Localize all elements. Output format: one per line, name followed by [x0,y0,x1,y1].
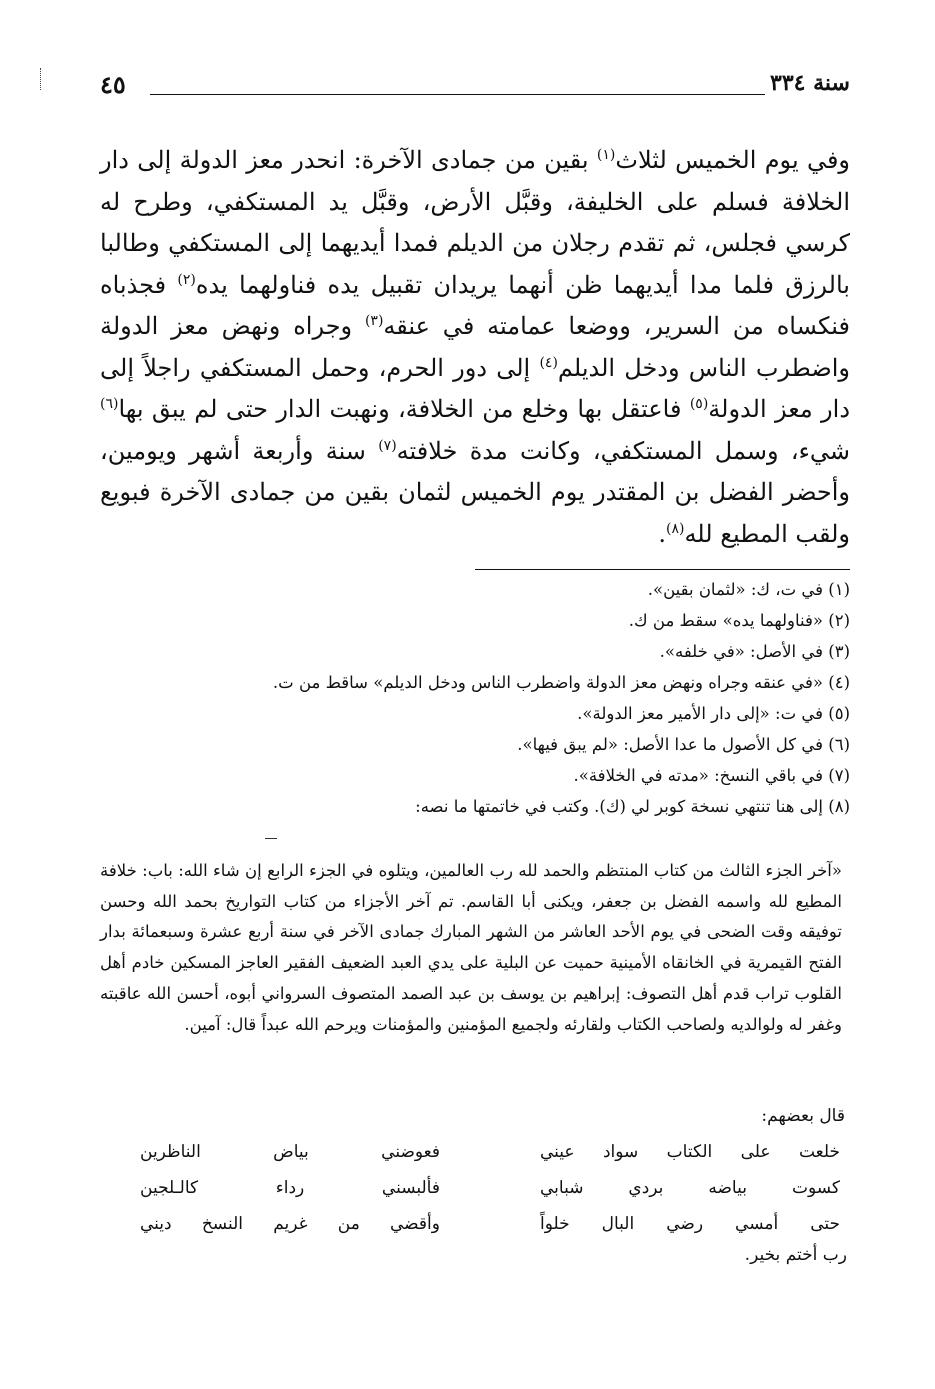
poem-first-hemistich: كسوت بياضه بردي شبابي [540,1178,840,1198]
header-rule [150,94,765,95]
poem-outro: رب أختم بخير. [744,1245,847,1265]
poem-first-hemistich: خلعت على الكتاب سواد عيني [540,1142,840,1162]
page-number: ٤٥ [100,70,126,99]
footnote-6: (٦) في كل الأصول ما عدا الأصل: «لم يبق فيها». [517,735,850,754]
footnote-2: (٢) «فناولهما يده» سقط من ك. [628,611,850,630]
footnote-4: (٤) «في عنقه وجراه ونهض معز الدولة واضطرب الناس ودخل الديلم» ساقط من ت. [272,673,850,692]
poem-second-hemistich: فعوضني بياض الناظرين [140,1142,440,1162]
poem-second-hemistich: فألبسني رداء كالـلجين [140,1178,440,1198]
scan-edge-mark [40,68,43,90]
footnotes [100,574,850,822]
main-text [100,140,850,555]
poem-verse [140,1206,840,1242]
poem-verse [140,1170,840,1206]
poem-verse [140,1134,840,1170]
footnote-5: (٥) في ت: «إلى دار الأمير معز الدولة». [577,704,850,723]
poem [140,1134,840,1242]
footnote-8: (٨) إلى هنا تنتهي نسخة كوبر لي (ك). وكتب في خاتمتها ما نصه: [415,797,850,816]
footnote-1: (١) في ت، ك: «لثمان بقين». [647,580,850,599]
colophon-quote [100,856,842,1040]
footnote-7: (٧) في باقي النسخ: «مدته في الخلافة». [573,766,850,785]
poem-second-hemistich: وأقضي من غريم النسخ ديني [140,1214,440,1234]
header-year: سنة ٣٣٤ [770,70,850,96]
running-header [100,70,850,110]
footnote-dash-mark [265,838,277,839]
main-paragraph: وفي يوم الخميس لثلاث$^{(١)}$ بقين من جمادى الآخرة: انحدر معز الدولة إلى دار الخلافة فسلم على الخليفة، وقبَّل الأرض، وقبَّل يد المستكفي، وطرح له كرسي فجلس، ثم تقدم رجلان من الديلم فمدا أيديهما إلى المستكفي وطالبا بالرزق فلما مدا أيديهما ظن أنهما يريدان تقبيل يده فناولهما يده$^{(٢)}$ فجذباه فنكساه من السرير، ووضعا عمامته في عنقه$^{(٣)}$ وجراه ونهض معز الدولة واضطرب الناس ودخل الديلم$^{(٤)}$ إلى دور الحرم، وحمل المستكفي راجلاً إلى دار معز الدولة$^{(٥)}$ فاعتقل بها وخلع من الخلافة، ونهبت الدار حتى لم يبق بها$^{(٦)}$ شيء، وسمل المستكفي، وكانت مدة خلافته$^{(٧)}$ سنة وأربعة أشهر ويومين، وأحضر الفضل بن المقتدر يوم الخميس لثمان بقين من جمادى الآخرة فبويع ولقب المطيع لله$^{(٨)}$. [100,146,851,548]
poem-intro: قال بعضهم: [761,1106,845,1126]
poem-first-hemistich: حتى أمسي رضي البال خلواً [540,1214,840,1234]
colophon-text: «آخر الجزء الثالث من كتاب المنتظم والحمد لله رب العالمين، ويتلوه في الجزء الرابع إن شاء الله: باب: خلافة المطيع لله واسمه الفضل بن جعفر، ويكنى أبا القاسم. تم آخر الأجزاء من كتاب التواريخ بحمد الله وحسن توفيقه وقت الضحى في يوم الأحد العاشر من الشهر المبارك جمادى الآخر في سنة أربع عشرة وسبعمائة بدار الفتح القيمرية في الخانقاه الأمينية حميت عن البلية على يدي العبد الضعيف الفقير العاجز المسكين خادم أهل القلوب تراب قدم أهل التصوف: إبراهيم بن يوسف بن عبد الصمد المتصوف السرواني أبوه، أحسن الله عاقبته وغفر له ولوالديه ولصاحب الكتاب ولقارئه ولجميع المؤمنين والمؤمنات ويرحم الله عبداً قال: آمين. [100,861,842,1034]
footnote-separator [475,569,850,570]
footnote-3: (٣) في الأصل: «في خلفه». [659,642,850,661]
